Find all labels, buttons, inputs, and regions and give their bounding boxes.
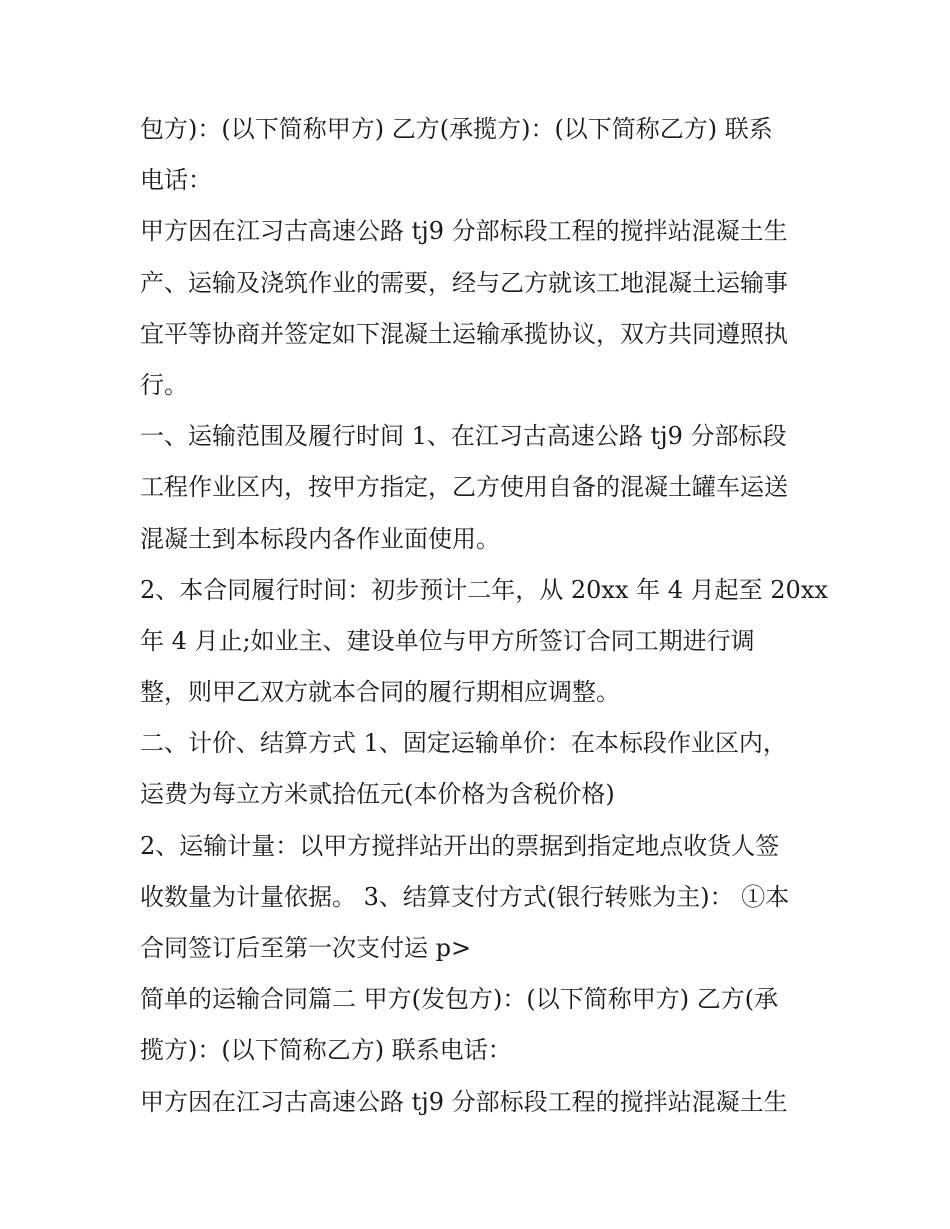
- text-line: 电话：: [140, 166, 212, 195]
- text-line: 合同签订后至第一次支付运 p>: [140, 934, 472, 962]
- text-line: 收数量为计量依据。 3、结算支付方式(银行转账为主)： ①本: [140, 882, 790, 911]
- text-line: 整，则甲乙双方就本合同的履行期相应调整。: [140, 678, 620, 707]
- text-line: 甲方因在江习古高速公路 tj9 分部标段工程的搅拌站混凝土生: [140, 217, 788, 246]
- text-line: 简单的运输合同篇二 甲方(发包方)：(以下简称甲方) 乙方(承: [140, 985, 779, 1014]
- text-line: 工程作业区内，按甲方指定，乙方使用自备的混凝土罐车运送: [140, 473, 788, 502]
- text-line: 甲方因在江习古高速公路 tj9 分部标段工程的搅拌站混凝土生: [140, 1087, 788, 1116]
- document-body: [140, 104, 828, 1128]
- text-line: 揽方)：(以下简称乙方) 联系电话：: [140, 1036, 512, 1065]
- text-line: 年 4 月止;如业主、建设单位与甲方所签订合同工期进行调: [140, 626, 755, 655]
- text-line: 包方)：(以下简称甲方) 乙方(承揽方)：(以下简称乙方) 联系: [140, 115, 773, 143]
- text-line: 二、计价、结算方式 1、固定运输单价：在本标段作业区内，: [140, 729, 787, 758]
- text-line: 产、运输及浇筑作业的需要，经与乙方就该工地混凝土运输事: [140, 268, 788, 297]
- text-line: 宜平等协商并签定如下混凝土运输承揽协议，双方共同遵照执: [140, 319, 788, 348]
- text-line: 一、运输范围及履行时间 1、在江习古高速公路 tj9 分部标段: [140, 422, 787, 451]
- text-line: 运费为每立方米贰拾伍元(本价格为含税价格): [140, 780, 615, 809]
- text-line: 混凝土到本标段内各作业面使用。: [140, 524, 500, 553]
- text-line: 行。: [140, 370, 188, 399]
- text-line: 2、运输计量：以甲方搅拌站开出的票据到指定地点收货人签: [140, 831, 780, 860]
- text-line: 2、本合同履行时间：初步预计二年，从 20xx 年 4 月起至 20xx: [140, 575, 828, 604]
